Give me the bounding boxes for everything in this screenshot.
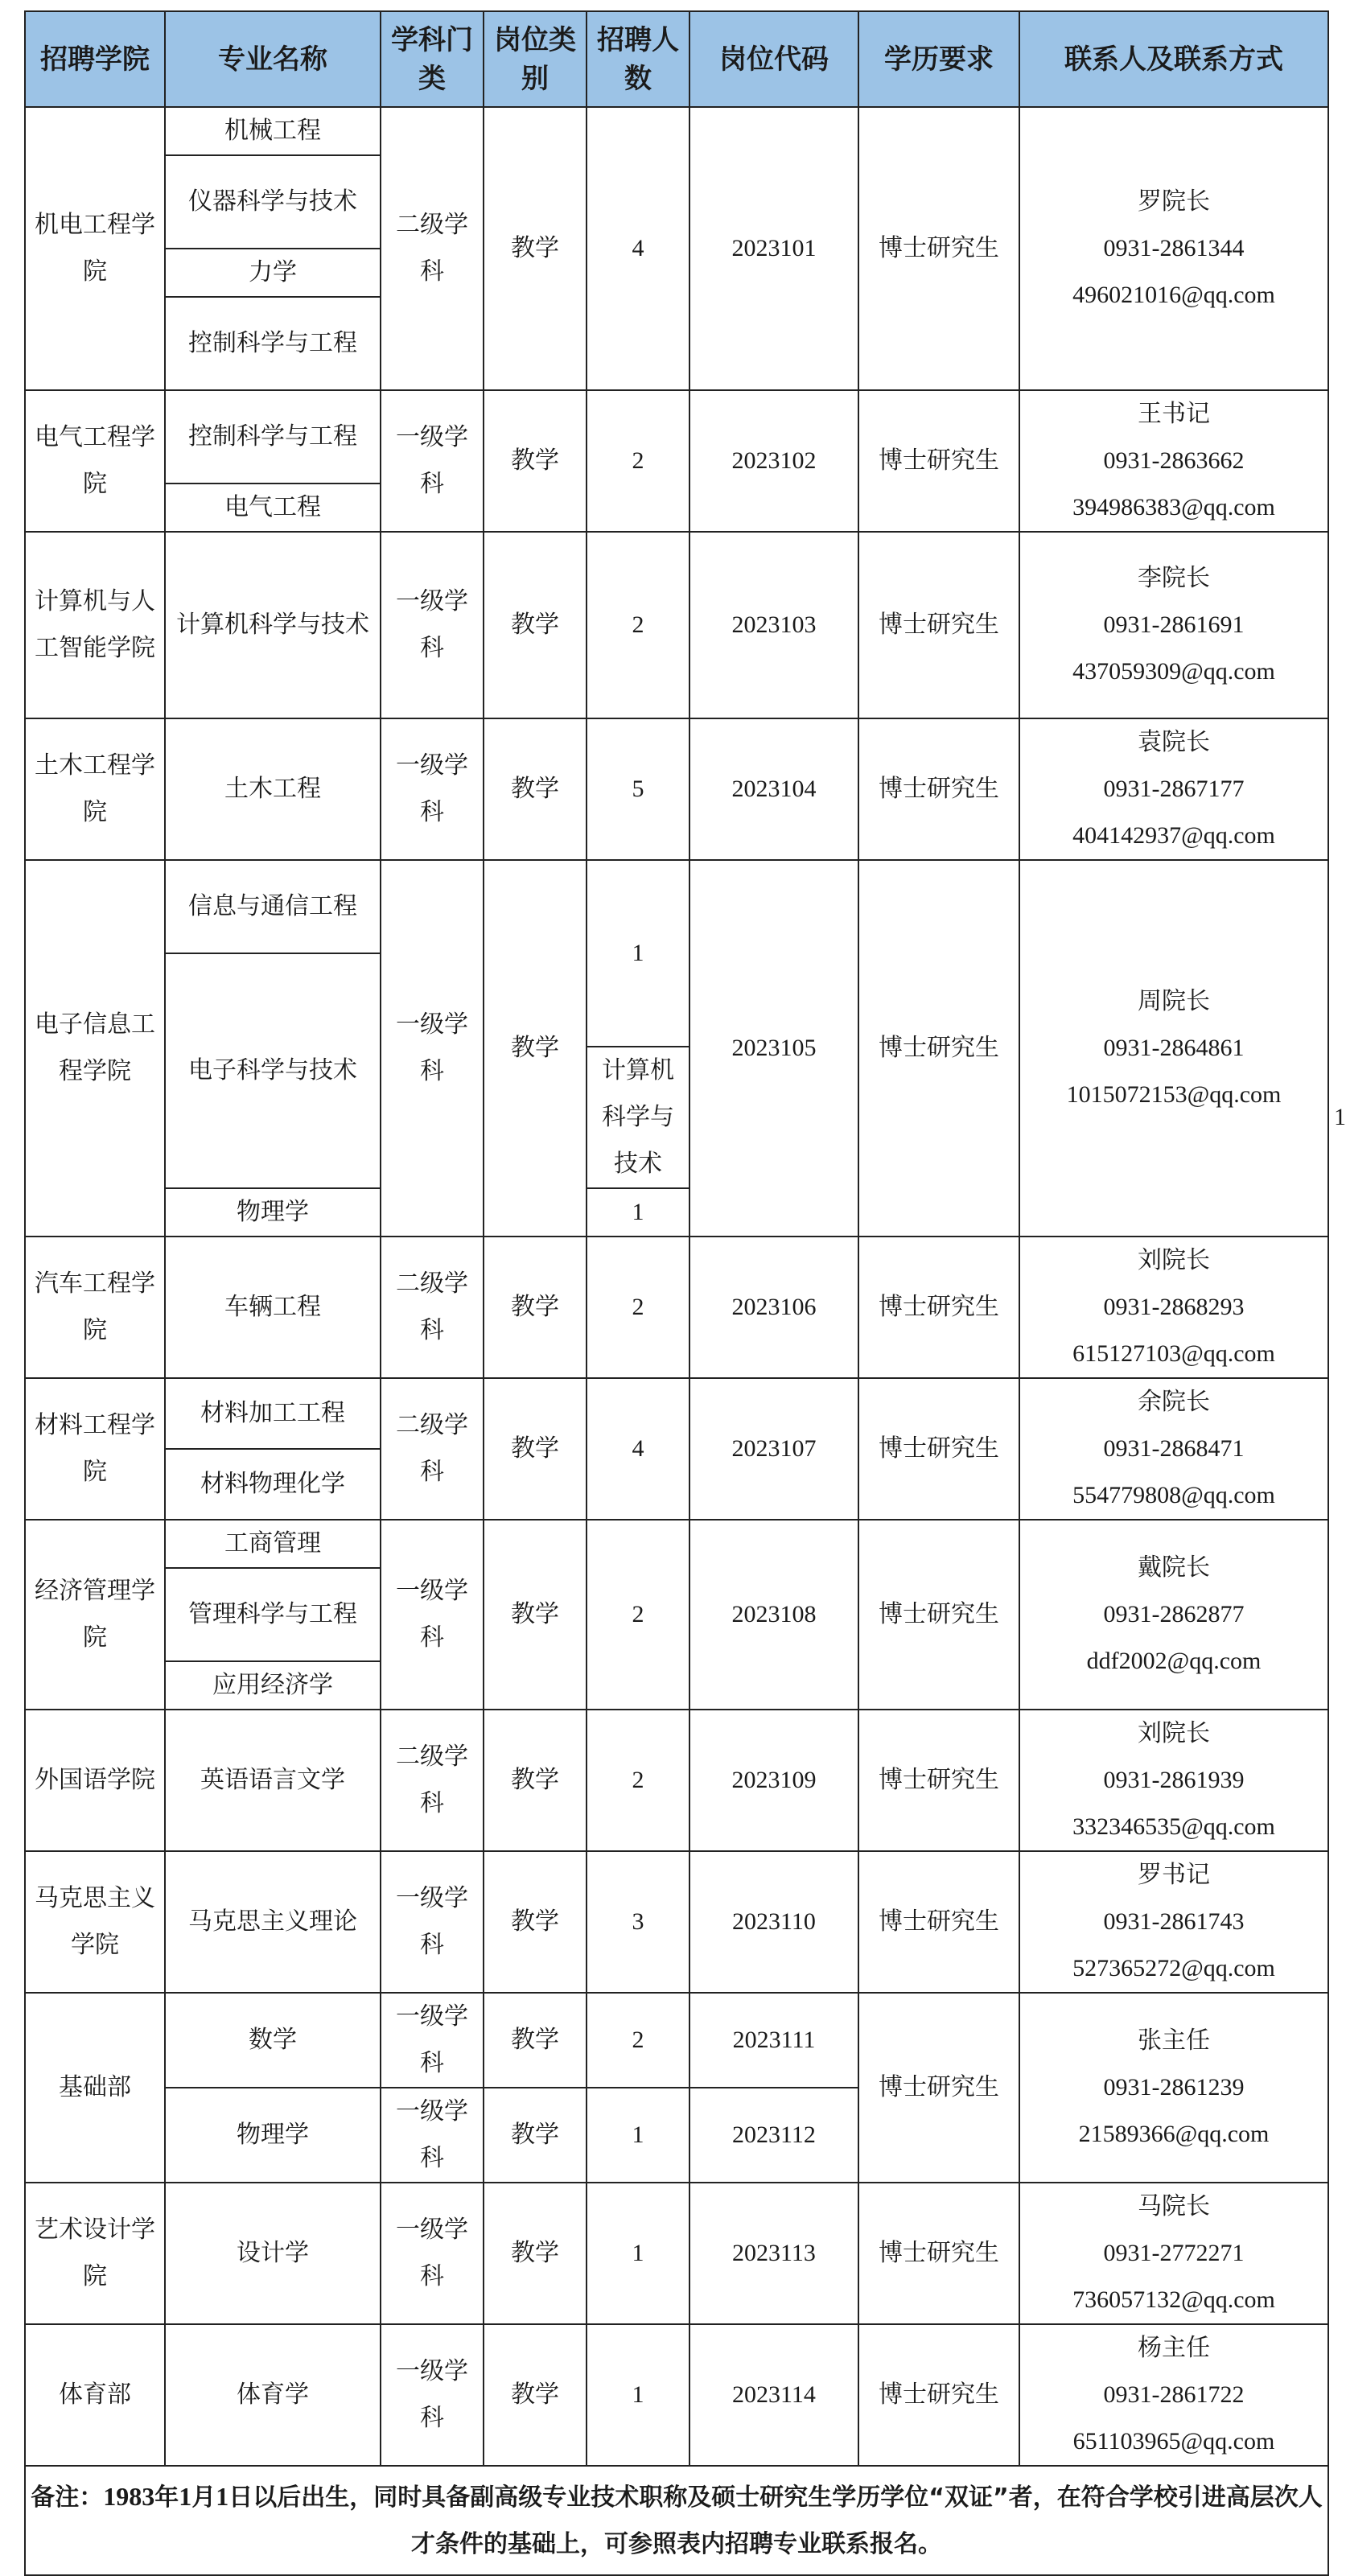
count-cell: 2 (587, 1237, 689, 1378)
post-type-cell: 教学 (484, 2088, 587, 2183)
category-cell: 一级学科 (381, 390, 484, 532)
category-cell: 二级学科 (381, 1378, 484, 1520)
education-cell: 博士研究生 (858, 390, 1019, 532)
contact-email: 527365272@qq.com (1072, 1955, 1275, 1981)
contact-email: 332346535@qq.com (1072, 1813, 1275, 1840)
contact-name: 袁院长 (1138, 728, 1210, 756)
college-cell: 基础部 (25, 1993, 165, 2183)
header-education: 学历要求 (858, 11, 1019, 107)
contact-cell (1019, 1851, 1328, 1993)
table-row (25, 2183, 1328, 2324)
post-type-cell: 教学 (484, 532, 587, 718)
header-category: 学科门类 (381, 11, 484, 107)
category-cell: 一级学科 (381, 1520, 484, 1710)
contact-name: 马院长 (1138, 2192, 1210, 2220)
contact-cell (1019, 532, 1328, 718)
post-type-cell: 教学 (484, 1378, 587, 1520)
contact-phone: 0931-2868471 (1103, 1435, 1245, 1462)
remark-day: 1 (216, 2482, 229, 2511)
major-cell: 材料加工工程 (165, 1378, 381, 1449)
code-cell: 2023113 (689, 2183, 858, 2324)
major-cell: 体育学 (165, 2324, 381, 2466)
contact-phone: 0931-2772271 (1103, 2240, 1245, 2266)
contact-phone: 0931-2861691 (1103, 611, 1245, 638)
remark-text-c: 日以后出生，同时具备副高级专业技术职称及硕士研究生学历学位“双证”者，在符合学校引进高层次人才条件的基础上，可参照表内招聘专业联系报名。 (228, 2483, 1323, 2558)
contact-name: 刘院长 (1138, 1719, 1210, 1747)
table-row (25, 1710, 1328, 1851)
major-cell: 仪器科学与技术 (165, 155, 381, 249)
contact-email: 615127103@qq.com (1072, 1340, 1275, 1367)
education-cell: 博士研究生 (858, 2324, 1019, 2466)
header-contact: 联系人及联系方式 (1019, 11, 1328, 107)
category-cell: 一级学科 (381, 2324, 484, 2466)
table-row (25, 390, 1328, 484)
remark-month: 1 (179, 2482, 192, 2511)
contact-email: 736057132@qq.com (1072, 2286, 1275, 2313)
contact-name: 余院长 (1138, 1388, 1210, 1416)
contact-phone: 0931-2861743 (1103, 1908, 1245, 1935)
count-cell: 2 (587, 1520, 689, 1710)
table-row (25, 1520, 1328, 1568)
major-cell: 应用经济学 (165, 1661, 381, 1710)
college-cell: 外国语学院 (25, 1710, 165, 1851)
contact-email: 554779808@qq.com (1072, 1482, 1275, 1508)
post-type-cell: 教学 (484, 1851, 587, 1993)
code-cell: 2023112 (689, 2088, 858, 2183)
recruitment-table-container (24, 10, 1346, 2576)
code-cell: 2023111 (689, 1993, 858, 2088)
contact-cell (1019, 860, 1328, 1237)
post-type-cell: 教学 (484, 107, 587, 390)
major-cell: 力学 (165, 249, 381, 297)
contact-phone: 0931-2868293 (1103, 1294, 1245, 1320)
table-row: 计算机科学与技术 1 (25, 1047, 1328, 1188)
contact-phone: 0931-2861344 (1103, 235, 1245, 261)
contact-email: 404142937@qq.com (1072, 822, 1275, 849)
header-post-type: 岗位类别 (484, 11, 587, 107)
code-cell: 2023106 (689, 1237, 858, 1378)
remark-year: 1983 (103, 2482, 155, 2511)
college-cell: 体育部 (25, 2324, 165, 2466)
major-cell: 马克思主义理论 (165, 1851, 381, 1993)
contact-name: 张主任 (1138, 2027, 1210, 2055)
count-cell: 4 (587, 107, 689, 390)
major-cell: 机械工程 (165, 107, 381, 155)
contact-email: 437059309@qq.com (1072, 658, 1275, 685)
contact-phone: 0931-2864861 (1103, 1035, 1245, 1061)
contact-email: 21589366@qq.com (1078, 2121, 1270, 2147)
code-cell: 2023104 (689, 718, 858, 860)
code-cell: 2023102 (689, 390, 858, 532)
education-cell: 博士研究生 (858, 718, 1019, 860)
college-cell: 电子信息工程学院 (25, 860, 165, 1237)
major-cell: 电气工程 (165, 484, 381, 532)
contact-cell (1019, 107, 1328, 390)
contact-name: 周院长 (1138, 987, 1210, 1015)
college-cell: 艺术设计学院 (25, 2183, 165, 2324)
contact-cell (1019, 1378, 1328, 1520)
education-cell: 博士研究生 (858, 532, 1019, 718)
college-cell: 马克思主义学院 (25, 1851, 165, 1993)
code-cell: 2023107 (689, 1378, 858, 1520)
table-row (25, 107, 1328, 155)
count-cell: 5 (587, 718, 689, 860)
count-cell: 2 (587, 1993, 689, 2088)
contact-name: 戴院长 (1138, 1553, 1210, 1582)
contact-email: 394986383@qq.com (1072, 494, 1275, 521)
contact-cell (1019, 2183, 1328, 2324)
count-cell: 1 (587, 860, 689, 1047)
major-cell: 土木工程 (165, 718, 381, 860)
contact-email: 651103965@qq.com (1072, 2428, 1275, 2455)
remark-text-b: 月 (191, 2483, 216, 2512)
table-row (25, 1993, 1328, 2088)
education-cell: 博士研究生 (858, 2183, 1019, 2324)
post-type-cell: 教学 (484, 2183, 587, 2324)
education-cell: 博士研究生 (858, 1710, 1019, 1851)
post-type-cell: 教学 (484, 2324, 587, 2466)
count-cell: 4 (587, 1378, 689, 1520)
header-major: 专业名称 (165, 11, 381, 107)
post-type-cell: 教学 (484, 718, 587, 860)
contact-cell (1019, 1237, 1328, 1378)
table-row (25, 718, 1328, 860)
major-cell: 管理科学与工程 (165, 1568, 381, 1661)
table-row (25, 1378, 1328, 1449)
category-cell: 二级学科 (381, 107, 484, 390)
education-cell: 博士研究生 (858, 107, 1019, 390)
contact-cell (1019, 1993, 1328, 2183)
count-cell: 1 (587, 2324, 689, 2466)
contact-email: 1015072153@qq.com (1066, 1081, 1282, 1108)
code-cell: 2023114 (689, 2324, 858, 2466)
major-cell: 物理学 (165, 1188, 381, 1237)
college-cell: 经济管理学院 (25, 1520, 165, 1710)
contact-phone: 0931-2861239 (1103, 2074, 1245, 2101)
major-cell: 数学 (165, 1993, 381, 2088)
contact-cell (1019, 390, 1328, 532)
contact-name: 罗院长 (1138, 187, 1210, 216)
college-cell: 机电工程学院 (25, 107, 165, 390)
contact-phone: 0931-2867177 (1103, 776, 1245, 802)
table-row (25, 1851, 1328, 1993)
contact-phone: 0931-2861939 (1103, 1767, 1245, 1793)
education-cell: 博士研究生 (858, 1851, 1019, 1993)
table-row (25, 532, 1328, 718)
header-count: 招聘人数 (587, 11, 689, 107)
contact-name: 李院长 (1138, 564, 1210, 592)
post-type-cell: 教学 (484, 1237, 587, 1378)
post-type-cell: 教学 (484, 1520, 587, 1710)
category-cell: 一级学科 (381, 860, 484, 1237)
education-cell: 博士研究生 (858, 1378, 1019, 1520)
count-cell: 1 (587, 2183, 689, 2324)
contact-phone: 0931-2861722 (1103, 2381, 1245, 2408)
contact-phone: 0931-2863662 (1103, 447, 1245, 474)
header-college: 招聘学院 (25, 11, 165, 107)
remark-label: 备注： (31, 2483, 104, 2512)
code-cell: 2023109 (689, 1710, 858, 1851)
category-cell: 一级学科 (381, 2183, 484, 2324)
contact-name: 刘院长 (1138, 1246, 1210, 1274)
category-cell: 一级学科 (381, 2088, 484, 2183)
category-cell: 一级学科 (381, 532, 484, 718)
education-cell: 博士研究生 (858, 1993, 1019, 2183)
contact-email: ddf2002@qq.com (1086, 1648, 1262, 1674)
category-cell: 一级学科 (381, 1993, 484, 2088)
count-cell: 1 (587, 1188, 689, 1237)
contact-cell (1019, 1710, 1328, 1851)
contact-name: 杨主任 (1138, 2334, 1210, 2362)
major-cell: 计算机科学与技术 (165, 532, 381, 718)
major-cell: 物理学 (165, 2088, 381, 2183)
major-cell: 信息与通信工程 (165, 860, 381, 953)
recruitment-table (24, 10, 1346, 2576)
major-cell: 设计学 (165, 2183, 381, 2324)
category-cell: 一级学科 (381, 718, 484, 860)
college-cell: 计算机与人工智能学院 (25, 532, 165, 718)
table-row (25, 860, 1328, 953)
header-row (25, 11, 1328, 107)
post-type-cell: 教学 (484, 1993, 587, 2088)
major-cell: 控制科学与工程 (165, 390, 381, 484)
category-cell: 一级学科 (381, 1851, 484, 1993)
post-type-cell: 教学 (484, 390, 587, 532)
post-type-cell: 教学 (484, 860, 587, 1237)
college-cell: 电气工程学院 (25, 390, 165, 532)
major-cell: 电子科学与技术 (165, 953, 381, 1188)
category-cell: 二级学科 (381, 1237, 484, 1378)
contact-cell (1019, 718, 1328, 860)
college-cell: 材料工程学院 (25, 1378, 165, 1520)
remark-cell (25, 2466, 1328, 2575)
major-cell: 工商管理 (165, 1520, 381, 1568)
education-cell: 博士研究生 (858, 860, 1019, 1237)
header-code: 岗位代码 (689, 11, 858, 107)
major-cell: 材料物理化学 (165, 1449, 381, 1520)
education-cell: 博士研究生 (858, 1520, 1019, 1710)
remark-text-a: 年 (154, 2483, 179, 2512)
major-cell: 控制科学与工程 (165, 297, 381, 390)
count-cell: 2 (587, 1710, 689, 1851)
remark-row (25, 2466, 1328, 2575)
category-cell: 二级学科 (381, 1710, 484, 1851)
college-cell: 汽车工程学院 (25, 1237, 165, 1378)
contact-name: 罗书记 (1138, 1861, 1210, 1889)
table-row (25, 2324, 1328, 2466)
contact-phone: 0931-2862877 (1103, 1601, 1245, 1627)
contact-cell (1019, 1520, 1328, 1710)
major-cell: 计算机科学与技术 (587, 1047, 689, 1188)
count-cell: 1 (587, 2088, 689, 2183)
code-cell: 2023110 (689, 1851, 858, 1993)
contact-name: 王书记 (1138, 400, 1210, 428)
table-row (25, 1237, 1328, 1378)
contact-cell (1019, 2324, 1328, 2466)
code-cell: 2023105 (689, 860, 858, 1237)
code-cell: 2023103 (689, 532, 858, 718)
code-cell: 2023101 (689, 107, 858, 390)
count-cell: 3 (587, 1851, 689, 1993)
major-cell: 车辆工程 (165, 1237, 381, 1378)
count-cell: 2 (587, 390, 689, 532)
contact-email: 496021016@qq.com (1072, 282, 1275, 308)
college-cell: 土木工程学院 (25, 718, 165, 860)
post-type-cell: 教学 (484, 1710, 587, 1851)
major-cell: 英语语言文学 (165, 1710, 381, 1851)
education-cell: 博士研究生 (858, 1237, 1019, 1378)
code-cell: 2023108 (689, 1520, 858, 1710)
count-cell: 2 (587, 532, 689, 718)
